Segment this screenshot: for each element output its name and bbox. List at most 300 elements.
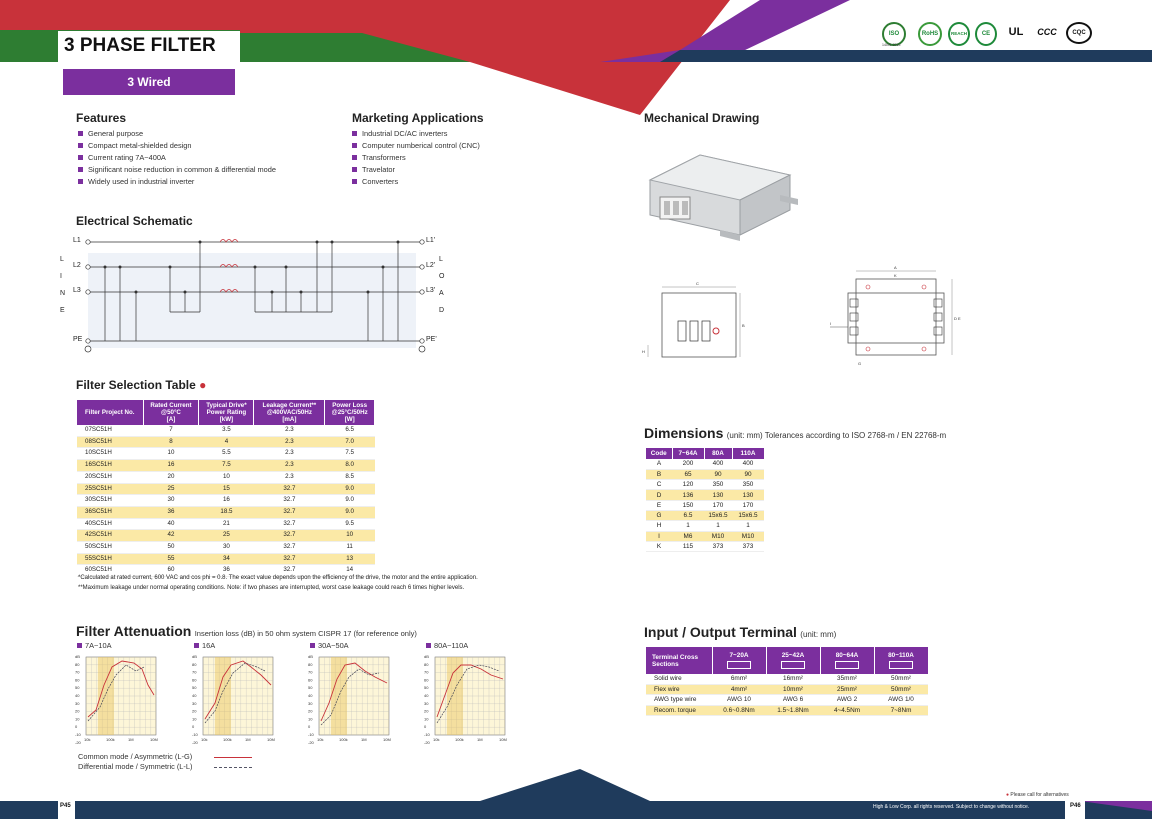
table-cell: 350 bbox=[732, 480, 764, 490]
y-tick-label: -10 bbox=[75, 732, 81, 737]
terminal-l2: L2 bbox=[73, 262, 81, 269]
table-cell: 65 bbox=[672, 469, 704, 479]
y-tick-label: 50 bbox=[192, 685, 197, 691]
features-list bbox=[78, 128, 276, 188]
call-note: ● Please call for alternatives bbox=[1006, 792, 1069, 798]
marketing-title: Marketing Applications bbox=[352, 111, 484, 125]
filter-selection-table bbox=[77, 400, 375, 577]
y-tick-label: 70 bbox=[192, 669, 197, 675]
x-tick-label: 100k bbox=[223, 737, 232, 742]
table-row bbox=[646, 684, 928, 694]
y-tick-label: dB bbox=[192, 654, 197, 659]
y-tick-label: 50 bbox=[75, 685, 80, 691]
table-cell: Recom. torque bbox=[646, 705, 712, 715]
table-cell: 8.5 bbox=[325, 471, 375, 483]
table-cell: 2.3 bbox=[254, 436, 325, 448]
svg-text:G: G bbox=[858, 361, 862, 366]
terminal-l3: L3 bbox=[73, 287, 81, 294]
ul-cert-icon: UL bbox=[1008, 26, 1024, 38]
table-cell: 36SC51H bbox=[77, 506, 143, 518]
table-cell: 35mm² bbox=[820, 674, 874, 684]
table-cell: 350 bbox=[704, 480, 732, 490]
copyright-text: High & Low Corp. all rights reserved. Subject to change without notice. bbox=[873, 804, 1030, 810]
table-cell: 90 bbox=[704, 469, 732, 479]
table-cell: 11 bbox=[325, 542, 375, 554]
table-cell: 4 bbox=[199, 436, 254, 448]
table-cell: 400 bbox=[732, 459, 764, 469]
col-header: 7~64A bbox=[672, 448, 704, 459]
table-cell: 32.7 bbox=[254, 495, 325, 507]
table-cell: C bbox=[646, 480, 672, 490]
table-cell: Solid wire bbox=[646, 674, 712, 684]
attenuation-title: Filter Attenuation Insertion loss (dB) in 50 ohm system CISPR 17 (for reference only) bbox=[76, 623, 417, 639]
table-cell: 10mm² bbox=[766, 684, 820, 694]
footnote-1: *Calculated at rated current, 600 VAC and cos phi = 0.8. The exact value depends upon the efficiency of the drive, the motor and the entire application. bbox=[78, 575, 478, 581]
table-cell: 25SC51H bbox=[77, 483, 143, 495]
table-row bbox=[646, 490, 764, 500]
table-cell: 1 bbox=[672, 521, 704, 531]
terminal-table bbox=[646, 647, 929, 716]
table-cell: 170 bbox=[704, 500, 732, 510]
y-tick-label: 20 bbox=[75, 708, 80, 714]
table-cell: 1 bbox=[732, 521, 764, 531]
col-header: 80~110A bbox=[874, 647, 928, 674]
table-row bbox=[77, 460, 375, 472]
page-title: 3 PHASE FILTER bbox=[64, 35, 216, 56]
table-row bbox=[77, 506, 375, 518]
table-cell: 20 bbox=[143, 471, 199, 483]
col-header: 80~64A bbox=[820, 647, 874, 674]
product-photo bbox=[640, 135, 800, 245]
table-cell: 25mm² bbox=[820, 684, 874, 694]
table-cell: I bbox=[646, 531, 672, 541]
table-cell: 130 bbox=[704, 490, 732, 500]
y-tick-label: -20 bbox=[192, 739, 198, 745]
x-tick-label: 10k bbox=[433, 737, 440, 742]
svg-text:B: B bbox=[742, 323, 745, 328]
line-side-label: L I N E bbox=[60, 256, 66, 314]
footnote-2: **Maximum leakage under normal operating conditions. Note: if two phases are interrupted, worst case leakage could reach 6 times higher levels. bbox=[78, 585, 465, 591]
table-cell: 50mm² bbox=[874, 684, 928, 694]
table-row bbox=[77, 518, 375, 530]
table-cell: 60SC51H bbox=[77, 565, 143, 577]
y-tick-label: 60 bbox=[308, 677, 313, 683]
table-cell: 8.0 bbox=[325, 460, 375, 472]
table-cell: 20SC51H bbox=[77, 471, 143, 483]
page-number-left: P45 bbox=[60, 803, 71, 809]
table-row bbox=[646, 531, 764, 541]
svg-text:A: A bbox=[894, 265, 897, 270]
attenuation-plot bbox=[191, 654, 275, 745]
y-tick-label: 10 bbox=[192, 716, 197, 722]
table-cell: 21 bbox=[199, 518, 254, 530]
svg-text:D E: D E bbox=[954, 316, 961, 321]
terminal-l1: L1 bbox=[73, 237, 81, 244]
table-row bbox=[77, 448, 375, 460]
features-title: Features bbox=[76, 111, 127, 125]
y-tick-label: -20 bbox=[424, 739, 430, 745]
table-cell: 32.7 bbox=[254, 565, 325, 577]
table-cell: Flex wire bbox=[646, 684, 712, 694]
reach-cert-icon: REACH bbox=[948, 22, 970, 46]
x-tick-label: 1M bbox=[361, 737, 367, 742]
table-cell: 15x6.5 bbox=[732, 510, 764, 520]
table-cell: 32.7 bbox=[254, 518, 325, 530]
table-row bbox=[646, 674, 928, 684]
mechanical-drawing bbox=[640, 265, 970, 375]
svg-text:I: I bbox=[830, 321, 832, 326]
table-cell: 373 bbox=[732, 541, 764, 551]
x-tick-label: 10k bbox=[317, 737, 324, 742]
rohs-cert-icon: RoHS bbox=[918, 22, 942, 46]
list-item: Computer numberical control (CNC) bbox=[352, 140, 480, 152]
col-header: Code bbox=[646, 448, 672, 459]
terminal-icon bbox=[889, 661, 913, 669]
table-row bbox=[77, 425, 375, 436]
table-cell: 2.3 bbox=[254, 425, 325, 436]
table-cell: 14 bbox=[325, 565, 375, 577]
table-cell: 34 bbox=[199, 553, 254, 565]
y-tick-label: 10 bbox=[424, 716, 429, 722]
table-cell: 08SC51H bbox=[77, 436, 143, 448]
table-cell: 50SC51H bbox=[77, 542, 143, 554]
table-row bbox=[646, 459, 764, 469]
table-cell: 50mm² bbox=[874, 674, 928, 684]
table-cell: 6.5 bbox=[672, 510, 704, 520]
y-tick-label: 40 bbox=[75, 693, 80, 698]
marketing-list bbox=[352, 128, 480, 188]
subtitle-badge: 3 Wired bbox=[63, 69, 235, 95]
table-cell: D bbox=[646, 490, 672, 500]
y-tick-label: 80 bbox=[308, 661, 313, 667]
schematic-title: Electrical Schematic bbox=[76, 214, 193, 228]
mechanical-title: Mechanical Drawing bbox=[644, 111, 760, 125]
terminal-l1-out: L1' bbox=[426, 237, 436, 244]
x-tick-label: 1M bbox=[245, 737, 251, 742]
x-tick-label: 1M bbox=[128, 737, 134, 742]
table-row bbox=[77, 530, 375, 542]
table-cell: 2.3 bbox=[254, 460, 325, 472]
x-tick-label: 10k bbox=[84, 737, 91, 742]
attenuation-plot bbox=[423, 654, 507, 745]
dimensions-table bbox=[646, 448, 765, 552]
list-item: Converters bbox=[352, 176, 480, 188]
plot-label: 16A bbox=[194, 641, 215, 650]
table-cell: 4mm² bbox=[712, 684, 766, 694]
legend-common-line bbox=[214, 757, 252, 758]
table-row bbox=[646, 521, 764, 531]
y-tick-label: 20 bbox=[424, 708, 429, 714]
cqc-cert-icon: CQC bbox=[1066, 22, 1092, 44]
y-tick-label: -10 bbox=[308, 732, 314, 737]
table-cell: 8 bbox=[143, 436, 199, 448]
table-cell: 42 bbox=[143, 530, 199, 542]
col-header: Rated Current @50°C [A] bbox=[143, 400, 199, 425]
table-cell: 30SC51H bbox=[77, 495, 143, 507]
table-cell: 55 bbox=[143, 553, 199, 565]
x-tick-label: 100k bbox=[106, 737, 115, 742]
y-tick-label: 40 bbox=[308, 693, 313, 698]
ccc-cert-icon: CCC bbox=[1037, 27, 1057, 37]
table-cell: 7.5 bbox=[199, 460, 254, 472]
plot-label: 30A~50A bbox=[310, 641, 349, 650]
plot-label: 80A~110A bbox=[426, 641, 468, 650]
table-cell: 50 bbox=[143, 542, 199, 554]
y-tick-label: 50 bbox=[424, 685, 429, 691]
terminal-title: Input / Output Terminal (unit: mm) bbox=[644, 624, 837, 640]
table-cell: 400 bbox=[704, 459, 732, 469]
y-tick-label: 80 bbox=[424, 661, 429, 667]
table-cell: 18.5 bbox=[199, 506, 254, 518]
terminal-icon bbox=[781, 661, 805, 669]
table-cell: 36 bbox=[143, 506, 199, 518]
svg-text:K: K bbox=[894, 273, 897, 278]
table-cell: 16 bbox=[199, 495, 254, 507]
y-tick-label: 60 bbox=[424, 677, 429, 683]
table-row bbox=[646, 541, 764, 551]
y-tick-label: 40 bbox=[424, 693, 429, 698]
table-cell: 170 bbox=[732, 500, 764, 510]
list-item: Current rating 7A~400A bbox=[78, 152, 276, 164]
terminal-pe-out: PE' bbox=[426, 336, 437, 343]
table-cell: 25 bbox=[143, 483, 199, 495]
y-tick-label: 60 bbox=[192, 677, 197, 683]
table-cell: 10 bbox=[143, 448, 199, 460]
table-cell: 120 bbox=[672, 480, 704, 490]
y-tick-label: 60 bbox=[75, 677, 80, 683]
table-cell: 9.0 bbox=[325, 506, 375, 518]
y-tick-label: 0 bbox=[192, 724, 195, 730]
svg-text:C: C bbox=[696, 281, 699, 286]
ce-cert-icon: CE bbox=[975, 22, 997, 46]
table-row bbox=[77, 483, 375, 495]
x-tick-label: 10M bbox=[150, 737, 158, 742]
table-cell: 1 bbox=[704, 521, 732, 531]
table-cell: G bbox=[646, 510, 672, 520]
list-item: Industrial DC/AC inverters bbox=[352, 128, 480, 140]
y-tick-label: 40 bbox=[192, 693, 197, 698]
table-cell: 55SC51H bbox=[77, 553, 143, 565]
table-cell: 10 bbox=[199, 471, 254, 483]
iso-cert-icon: ISO bbox=[882, 22, 906, 46]
table-cell: B bbox=[646, 469, 672, 479]
x-tick-label: 10M bbox=[499, 737, 507, 742]
table-cell: 4~4.5Nm bbox=[820, 705, 874, 715]
table-cell: 32.7 bbox=[254, 542, 325, 554]
table-cell: 36 bbox=[199, 565, 254, 577]
list-item: Transformers bbox=[352, 152, 480, 164]
terminal-icon bbox=[835, 661, 859, 669]
table-cell: 32.7 bbox=[254, 530, 325, 542]
table-row bbox=[77, 471, 375, 483]
terminal-icon bbox=[727, 661, 751, 669]
filter-table-title: Filter Selection Table ● bbox=[76, 378, 207, 392]
table-cell: 7 bbox=[143, 425, 199, 436]
attenuation-plot bbox=[74, 654, 158, 745]
table-cell: 3.5 bbox=[199, 425, 254, 436]
y-tick-label: 0 bbox=[424, 724, 427, 730]
col-header: 110A bbox=[732, 448, 764, 459]
table-cell: 1.5~1.8Nm bbox=[766, 705, 820, 715]
table-row bbox=[77, 542, 375, 554]
table-row bbox=[77, 553, 375, 565]
table-cell: M6 bbox=[672, 531, 704, 541]
table-cell: 10 bbox=[325, 530, 375, 542]
table-row bbox=[646, 705, 928, 715]
y-tick-label: 20 bbox=[308, 708, 313, 714]
table-cell: 9.0 bbox=[325, 483, 375, 495]
table-row bbox=[77, 495, 375, 507]
page-number-right: P46 bbox=[1070, 803, 1081, 809]
y-tick-label: 0 bbox=[75, 724, 78, 730]
table-cell: 0.6~0.8Nm bbox=[712, 705, 766, 715]
table-cell: 40SC51H bbox=[77, 518, 143, 530]
col-header: Terminal Cross Sections bbox=[646, 647, 712, 674]
table-cell: M10 bbox=[704, 531, 732, 541]
y-tick-label: 30 bbox=[75, 700, 80, 706]
y-tick-label: 80 bbox=[75, 661, 80, 667]
table-cell: 16SC51H bbox=[77, 460, 143, 472]
table-row bbox=[646, 500, 764, 510]
y-tick-label: -20 bbox=[308, 739, 314, 745]
y-tick-label: 0 bbox=[308, 724, 311, 730]
header-banner-graphic bbox=[0, 0, 1152, 120]
table-cell: 6mm² bbox=[712, 674, 766, 684]
schematic-diagram bbox=[60, 232, 460, 357]
table-cell: 07SC51H bbox=[77, 425, 143, 436]
table-cell: 6.5 bbox=[325, 425, 375, 436]
table-cell: 2.3 bbox=[254, 471, 325, 483]
y-tick-label: -10 bbox=[424, 732, 430, 737]
table-cell: 15 bbox=[199, 483, 254, 495]
iso-cert-sub: 14001:2015 bbox=[882, 43, 901, 47]
y-tick-label: dB bbox=[308, 654, 313, 659]
y-tick-label: 70 bbox=[308, 669, 313, 675]
table-cell: E bbox=[646, 500, 672, 510]
table-cell: 30 bbox=[199, 542, 254, 554]
table-cell: 130 bbox=[732, 490, 764, 500]
col-header: 7~20A bbox=[712, 647, 766, 674]
footer-banner-graphic bbox=[0, 765, 1152, 819]
table-cell: 9.5 bbox=[325, 518, 375, 530]
table-cell: 15x6.5 bbox=[704, 510, 732, 520]
list-item: Travelator bbox=[352, 164, 480, 176]
table-cell: 7~8Nm bbox=[874, 705, 928, 715]
table-cell: 16mm² bbox=[766, 674, 820, 684]
table-cell: AWG type wire bbox=[646, 695, 712, 705]
list-item: General purpose bbox=[78, 128, 276, 140]
col-header: 80A bbox=[704, 448, 732, 459]
table-cell: 30 bbox=[143, 495, 199, 507]
col-header: Power Loss @25°C/50Hz [W] bbox=[325, 400, 375, 425]
table-cell: 90 bbox=[732, 469, 764, 479]
table-cell: 32.7 bbox=[254, 506, 325, 518]
y-tick-label: dB bbox=[424, 654, 429, 659]
table-cell: H bbox=[646, 521, 672, 531]
y-tick-label: 70 bbox=[75, 669, 80, 675]
y-tick-label: 30 bbox=[192, 700, 197, 706]
list-item: Compact metal-shielded design bbox=[78, 140, 276, 152]
table-cell: 32.7 bbox=[254, 553, 325, 565]
table-cell: 10SC51H bbox=[77, 448, 143, 460]
x-tick-label: 100k bbox=[339, 737, 348, 742]
y-tick-label: 10 bbox=[308, 716, 313, 722]
table-cell: AWG 1/0 bbox=[874, 695, 928, 705]
y-tick-label: 70 bbox=[424, 669, 429, 675]
table-cell: 2.3 bbox=[254, 448, 325, 460]
terminal-l3-out: L3' bbox=[426, 287, 436, 294]
table-cell: 136 bbox=[672, 490, 704, 500]
table-row bbox=[646, 510, 764, 520]
y-tick-label: 10 bbox=[75, 716, 80, 722]
col-header: Filter Project No. bbox=[77, 400, 143, 425]
svg-text:H: H bbox=[642, 349, 645, 354]
table-cell: 42SC51H bbox=[77, 530, 143, 542]
y-tick-label: -10 bbox=[192, 732, 198, 737]
table-cell: 25 bbox=[199, 530, 254, 542]
col-header: Typical Drive* Power Rating [kW] bbox=[199, 400, 254, 425]
table-cell: 40 bbox=[143, 518, 199, 530]
table-cell: M10 bbox=[732, 531, 764, 541]
legend-common: Common mode / Asymmetric (L-G) bbox=[78, 752, 193, 761]
plot-label: 7A~10A bbox=[77, 641, 112, 650]
col-header: Leakage Current** @400VAC/50Hz [mA] bbox=[254, 400, 325, 425]
table-row bbox=[646, 469, 764, 479]
x-tick-label: 10k bbox=[201, 737, 208, 742]
legend-differential: Differential mode / Symmetric (L-L) bbox=[78, 762, 193, 771]
y-tick-label: -20 bbox=[75, 739, 81, 745]
attenuation-plot bbox=[307, 654, 391, 745]
list-item: Widely used in industrial inverter bbox=[78, 176, 276, 188]
table-cell: 7.5 bbox=[325, 448, 375, 460]
y-tick-label: 30 bbox=[308, 700, 313, 706]
table-cell: 150 bbox=[672, 500, 704, 510]
navy-stripe-shape bbox=[660, 50, 1152, 62]
table-cell: 32.7 bbox=[254, 483, 325, 495]
table-row bbox=[646, 695, 928, 705]
table-cell: AWG 10 bbox=[712, 695, 766, 705]
y-tick-label: 30 bbox=[424, 700, 429, 706]
x-tick-label: 1M bbox=[477, 737, 483, 742]
table-cell: 115 bbox=[672, 541, 704, 551]
table-cell: AWG 6 bbox=[766, 695, 820, 705]
list-item: Significant noise reduction in common & differential mode bbox=[78, 164, 276, 176]
y-tick-label: 80 bbox=[192, 661, 197, 667]
y-tick-label: dB bbox=[75, 654, 80, 659]
table-cell: 60 bbox=[143, 565, 199, 577]
load-side-label: L O A D bbox=[439, 256, 445, 314]
table-cell: K bbox=[646, 541, 672, 551]
y-tick-label: 50 bbox=[308, 685, 313, 691]
table-row bbox=[77, 436, 375, 448]
table-row bbox=[646, 480, 764, 490]
col-header: 25~42A bbox=[766, 647, 820, 674]
x-tick-label: 100k bbox=[455, 737, 464, 742]
terminal-l2-out: L2' bbox=[426, 262, 436, 269]
x-tick-label: 10M bbox=[267, 737, 275, 742]
table-cell: 200 bbox=[672, 459, 704, 469]
terminal-pe: PE bbox=[73, 336, 83, 343]
table-cell: 7.0 bbox=[325, 436, 375, 448]
table-cell: A bbox=[646, 459, 672, 469]
table-cell: 16 bbox=[143, 460, 199, 472]
dimensions-title: Dimensions (unit: mm) Tolerances according to ISO 2768-m / EN 22768-m bbox=[644, 425, 947, 441]
table-cell: 373 bbox=[704, 541, 732, 551]
x-tick-label: 10M bbox=[383, 737, 391, 742]
table-cell: 5.5 bbox=[199, 448, 254, 460]
table-cell: 13 bbox=[325, 553, 375, 565]
table-cell: 9.0 bbox=[325, 495, 375, 507]
